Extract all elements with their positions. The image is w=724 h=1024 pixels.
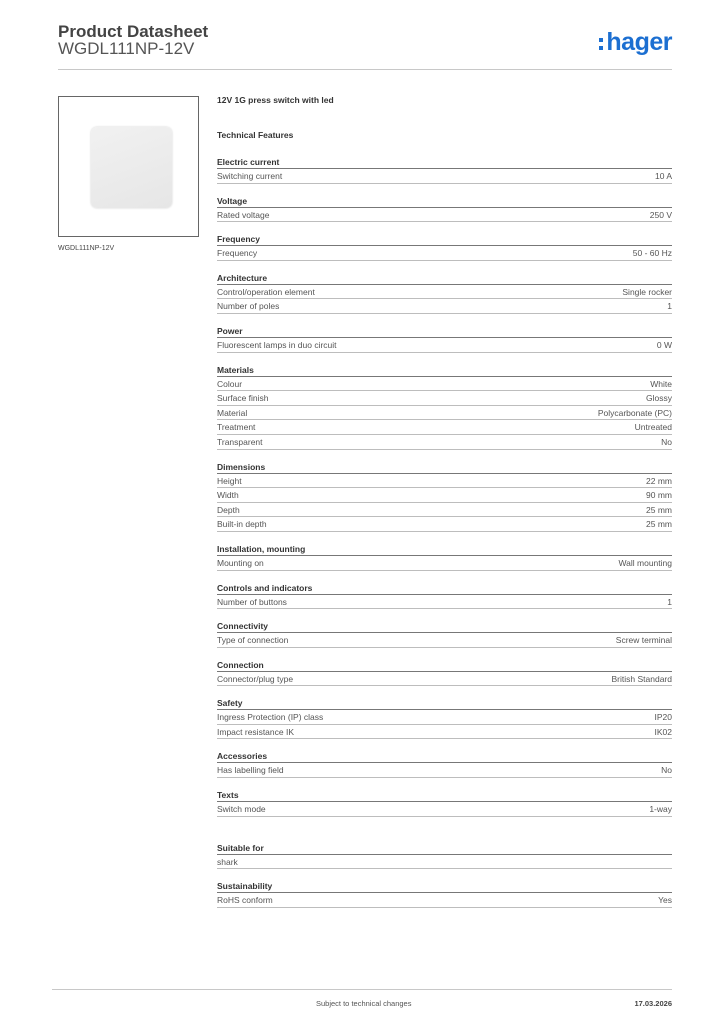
feature-row <box>217 406 672 421</box>
feature-label: Width <box>217 490 239 501</box>
feature-row <box>217 595 672 610</box>
feature-row <box>217 503 672 518</box>
feature-section <box>217 194 672 223</box>
feature-section <box>217 271 672 314</box>
feature-row <box>217 725 672 740</box>
feature-row <box>217 435 672 450</box>
logo-dots-icon <box>599 38 603 50</box>
feature-value: 25 mm <box>646 504 672 515</box>
feature-section <box>217 460 672 532</box>
feature-label: Switching current <box>217 171 283 181</box>
feature-row <box>217 474 672 489</box>
section-title: Safety <box>217 696 672 710</box>
feature-value: Wall mounting <box>618 557 672 568</box>
feature-section <box>217 324 672 353</box>
feature-label: Colour <box>217 378 243 389</box>
section-title: Architecture <box>217 271 672 285</box>
feature-row <box>217 633 672 648</box>
feature-value: Screw terminal <box>615 635 672 646</box>
product-code: WGDL111NP-12V <box>58 39 195 58</box>
feature-label: Ingress Protection (IP) class <box>217 712 324 723</box>
feature-label: Impact resistance IK <box>217 726 295 737</box>
feature-label: RoHS conform <box>217 895 273 906</box>
section-title: Suitable for <box>217 841 672 855</box>
technical-content <box>217 95 672 918</box>
feature-row <box>217 556 672 571</box>
feature-section <box>217 749 672 778</box>
section-title: Texts <box>217 788 672 802</box>
feature-value: White <box>650 378 672 389</box>
feature-value: No <box>661 765 672 776</box>
feature-row <box>217 517 672 532</box>
feature-value: 10 A <box>654 171 672 181</box>
section-title: Power <box>217 324 672 338</box>
feature-value: 90 mm <box>646 490 672 501</box>
feature-row <box>217 802 672 817</box>
section-title: Frequency <box>217 232 672 246</box>
feature-value: Untreated <box>634 422 672 433</box>
product-image-frame <box>58 96 199 237</box>
feature-label: Rated voltage <box>217 209 270 220</box>
feature-value: 1 <box>667 301 672 312</box>
feature-value: 250 V <box>649 209 672 220</box>
section-title: Sustainability <box>217 879 672 893</box>
feature-value: IP20 <box>654 712 672 723</box>
feature-section <box>217 155 672 184</box>
feature-label: Surface finish <box>217 393 269 404</box>
feature-section <box>217 788 672 817</box>
section-title: Controls and indicators <box>217 581 672 595</box>
feature-label: Type of connection <box>217 635 289 646</box>
feature-label: Transparent <box>217 436 263 447</box>
feature-label: Number of poles <box>217 301 280 312</box>
feature-section <box>217 658 672 687</box>
section-title: Connection <box>217 658 672 672</box>
extra-sections <box>217 841 672 908</box>
feature-section <box>217 363 672 450</box>
feature-label: Material <box>217 407 248 418</box>
feature-value: 1 <box>667 596 672 607</box>
feature-label: shark <box>217 856 238 867</box>
feature-row <box>217 377 672 392</box>
feature-label: Number of buttons <box>217 596 287 607</box>
feature-row <box>217 710 672 725</box>
feature-value: 50 - 60 Hz <box>632 248 672 259</box>
page-header <box>58 22 672 70</box>
section-title: Accessories <box>217 749 672 763</box>
section-title: Connectivity <box>217 619 672 633</box>
feature-label: Switch mode <box>217 804 266 815</box>
feature-label: Built-in depth <box>217 519 267 530</box>
feature-value: 1-way <box>649 804 672 815</box>
footer-note: Subject to technical changes <box>316 999 412 1008</box>
feature-value: Single rocker <box>622 286 672 297</box>
product-image-caption: WGDL111NP-12V <box>58 245 115 252</box>
feature-label: Height <box>217 475 242 486</box>
section-title: Materials <box>217 363 672 377</box>
feature-section <box>217 696 672 739</box>
feature-row <box>217 285 672 300</box>
feature-value: 0 W <box>656 339 672 350</box>
feature-row <box>217 338 672 353</box>
section-gap <box>217 827 672 841</box>
feature-row <box>217 763 672 778</box>
section-title: Electric current <box>217 155 672 169</box>
feature-value: Glossy <box>646 393 672 404</box>
feature-row <box>217 893 672 908</box>
feature-row <box>217 391 672 406</box>
feature-row <box>217 169 672 184</box>
feature-label: Mounting on <box>217 557 264 568</box>
feature-row <box>217 855 672 870</box>
section-title: Dimensions <box>217 460 672 474</box>
footer-date: 17.03.2026 <box>634 999 672 1008</box>
feature-sections <box>217 155 672 817</box>
feature-section <box>217 841 672 870</box>
logo-text: hager <box>606 28 672 56</box>
hager-logo <box>599 28 672 57</box>
feature-value: British Standard <box>611 673 672 684</box>
feature-value: Yes <box>658 895 672 906</box>
feature-value: IK02 <box>654 726 672 737</box>
feature-row <box>217 208 672 223</box>
feature-section <box>217 232 672 261</box>
section-title: Installation, mounting <box>217 542 672 556</box>
feature-value: Polycarbonate (PC) <box>597 407 672 418</box>
feature-label: Has labelling field <box>217 765 284 776</box>
page-title: Product Datasheet <box>58 22 209 41</box>
product-image <box>91 127 172 208</box>
feature-section <box>217 581 672 610</box>
feature-section <box>217 619 672 648</box>
feature-row <box>217 246 672 261</box>
feature-row <box>217 299 672 314</box>
technical-features-heading: Technical Features <box>217 130 294 140</box>
feature-section <box>217 542 672 571</box>
feature-label: Treatment <box>217 422 256 433</box>
feature-value: 25 mm <box>646 519 672 530</box>
feature-row <box>217 672 672 687</box>
feature-row <box>217 488 672 503</box>
feature-row <box>217 420 672 435</box>
feature-label: Connector/plug type <box>217 673 294 684</box>
feature-value: 22 mm <box>646 475 672 486</box>
product-description: 12V 1G press switch with led <box>217 95 334 105</box>
feature-label: Fluorescent lamps in duo circuit <box>217 339 337 350</box>
feature-value: No <box>661 436 672 447</box>
feature-section <box>217 879 672 908</box>
feature-label: Frequency <box>217 248 258 259</box>
feature-label: Depth <box>217 504 240 515</box>
footer-divider <box>52 989 672 990</box>
feature-label: Control/operation element <box>217 286 315 297</box>
section-title: Voltage <box>217 194 672 208</box>
